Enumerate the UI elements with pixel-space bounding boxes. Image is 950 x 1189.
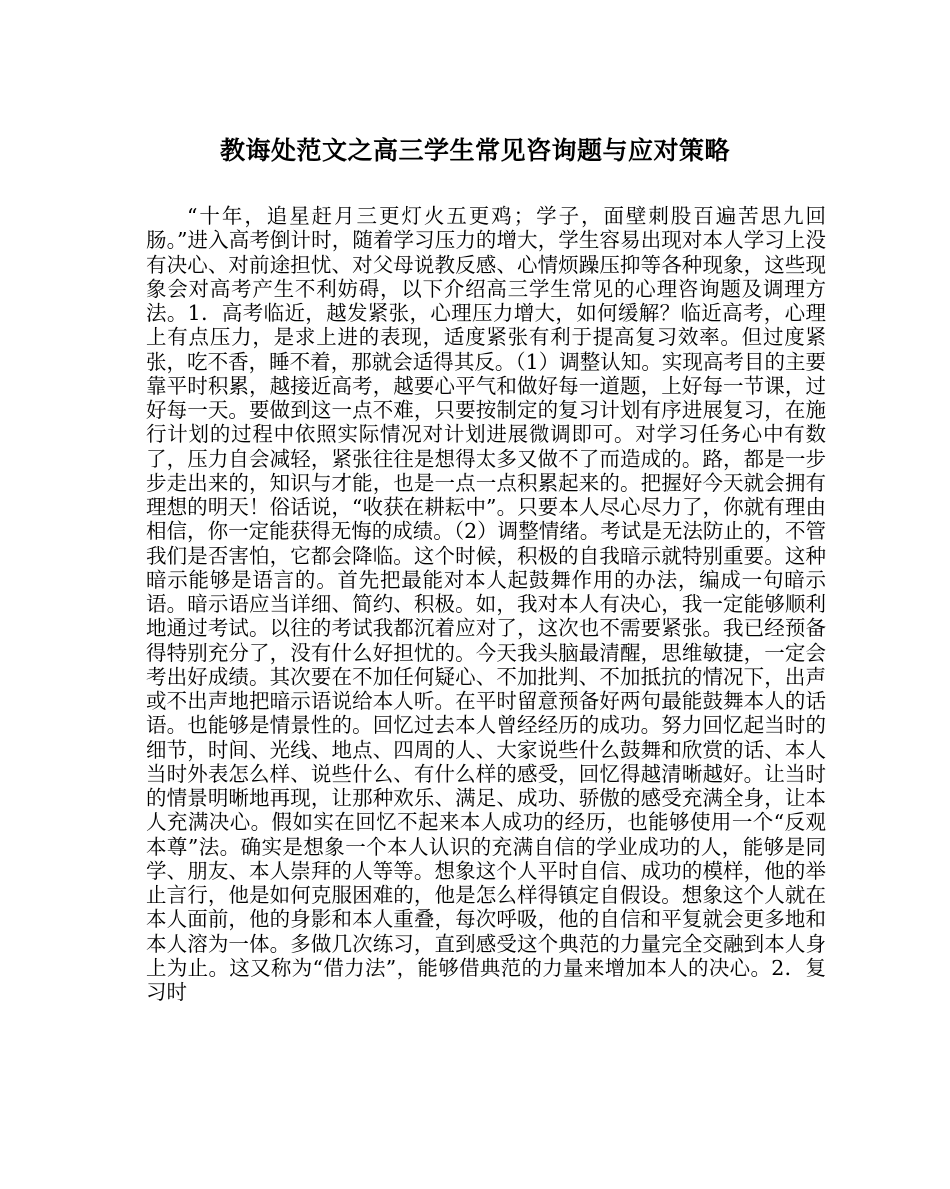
document-title: 教诲处范文之高三学生常见咨询题与应对策略 — [219, 136, 730, 165]
document-body-paragraph: “十年，追星赶月三更灯火五更鸡；学子，面壁刺股百遍苦思九回肠。”进入高考倒计时，随着学习压力的增大，学生容易出现对本人学习上没有决心、对前途担忧、对父母说教反感、心情烦躁压抑等各种现象，这些现象会对高考产生不利妨碍，以下介绍高三学生常见的心理咨询题及调理方法。1．高考临近，越发紧张，心理压力增大，如何缓解？临近高考，心理上有点压力，是求上进的表现，适度紧张有利于提高复习效率。但过度紧张，吃不香，睡不着，那就会适得其反。（1）调整认知。实现高考目的主要靠平时积累，越接近高考，越要心平气和做好每一道题，上好每一节课，过好每一天。要做到这一点不难，只要按制定的复习计划有序进展复习，在施行计划的过程中依照实际情况对计划进展微调即可。对学习任务心中有数了，压力自会减轻，紧张往往是想得太多又做不了而造成的。路，都是一步步走出来的，知识与才能，也是一点一点积累起来的。把握好今天就会拥有理想的明天！俗话说，“收获在耕耘中”。只要本人尽心尽力了，你就有理由相信，你一定能获得无悔的成绩。（2）调整情绪。考试是无法防止的，不管我们是否害怕，它都会降临。这个时候，积极的自我暗示就特别重要。这种暗示能够是语言的。首先把最能对本人起鼓舞作用的办法，编成一句暗示语。暗示语应当详细、简约、积极。如，我对本人有决心，我一定能够顺利地通过考试。以往的考试我都沉着应对了，这次也不需要紧张。我已经预备得特别充分了，没有什么好担忧的。今天我头脑最清醒，思维敏捷，一定会考出好成绩。其次要在不加任何疑心、不加批判、不加抵抗的情况下，出声或不出声地把暗示语说给本人听。在平时留意预备好两句最能鼓舞本人的话语。也能够是情景性的。回忆过去本人曾经经历的成功。努力回忆起当时的细节，时间、光线、地点、四周的人、大家说些什么鼓舞和欣赏的话、本人当时外表怎么样、说些什么、有什么样的感受，回忆得越清晰越好。让当时的情景明晰地再现，让那种欢乐、满足、成功、骄傲的感受充满全身，让本人充满决心。假如实在回忆不起来本人成功的经历，也能够使用一个“反观本尊”法。确实是想象一个本人认识的充满自信的学业成功的人，能够是同学、朋友、本人崇拜的人等等。想象这个人平时自信、成功的模样，他的举止言行，他是如何克服困难的，他是怎么样得镇定自假设。想象这个人就在本人面前，他的身影和本人重叠，每次呼吸，他的自信和平复就会更多地和本人溶为一体。多做几次练习，直到感受这个典范的力量完全交融到本人身上为止。这又称为“借力法”，能够借典范的力量来增加本人的决心。2．复习时 — [146, 204, 826, 1004]
